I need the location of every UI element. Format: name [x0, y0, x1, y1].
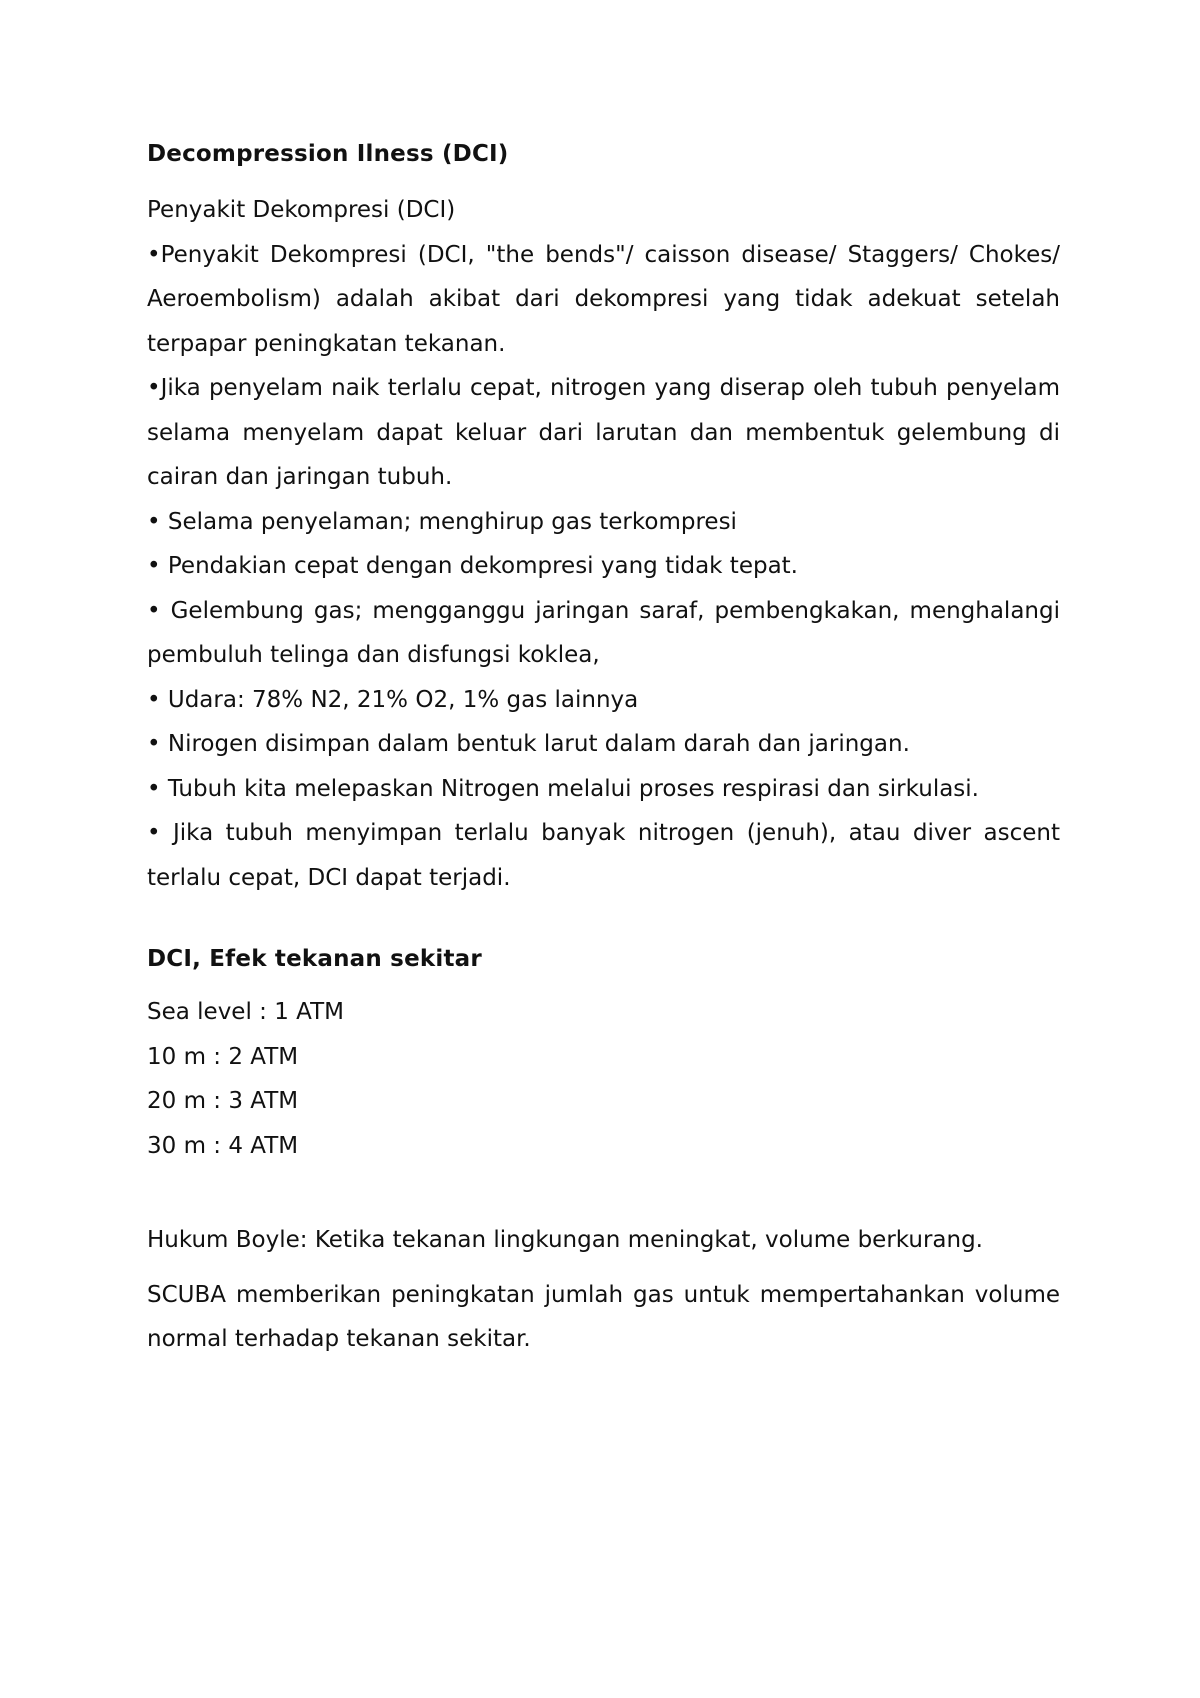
scuba-paragraph: SCUBA memberikan peningkatan jumlah gas untuk mempertahankan volume normal terhadap tekanan sekitar.	[147, 1281, 1060, 1352]
bullet-item: • Jika tubuh menyimpan terlalu banyak nitrogen (jenuh), atau diver ascent terlalu cepat, DCI dapat terjadi.	[147, 820, 1060, 891]
pressure-item: 10 m : 2 ATM	[147, 1043, 299, 1070]
paragraph-ascent: •Jika penyelam naik terlalu cepat, nitrogen yang diserap oleh tubuh penyelam selama menyelam dapat keluar dari larutan dan membentuk gelembung di cairan dan jaringan tubuh.	[147, 375, 1060, 490]
bullet-item: • Selama penyelaman; menghirup gas terkompresi	[147, 508, 737, 535]
pressure-item: Sea level : 1 ATM	[147, 999, 345, 1025]
bullet-item: • Pendakian cepat dengan dekompresi yang tidak tepat.	[147, 553, 798, 579]
section-title-pressure: DCI, Efek tekanan sekitar	[147, 946, 482, 972]
pressure-item: 20 m : 3 ATM	[147, 1088, 299, 1114]
bullet-item: • Gelembung gas; mengganggu jaringan saraf, pembengkakan, menghalangi pembuluh telinga dan disfungsi koklea,	[147, 597, 1060, 668]
bullet-item: • Nirogen disimpan dalam bentuk larut dalam darah dan jaringan.	[147, 731, 910, 757]
pressure-list	[147, 990, 1060, 1168]
bullet-item: • Tubuh kita melepaskan Nitrogen melalui proses respirasi dan sirkulasi.	[147, 775, 979, 802]
document-page	[147, 140, 1060, 1362]
boyle-law-paragraph: Hukum Boyle: Ketika tekanan lingkungan meningkat, volume berkurang.	[147, 1227, 983, 1253]
pressure-item: 30 m : 4 ATM	[147, 1132, 299, 1159]
section-title-dci: Decompression Ilness (DCI)	[147, 141, 509, 167]
paragraph-definition: •Penyakit Dekompresi (DCI, "the bends"/ caisson disease/ Staggers/ Chokes/ Aeroembolism) adalah akibat dari dekompresi yang tidak adekuat setelah terpapar peningkatan tekanan.	[147, 241, 1060, 357]
section-subtitle: Penyakit Dekompresi (DCI)	[147, 197, 456, 223]
bullet-item: • Udara: 78% N2, 21% O2, 1% gas lainnya	[147, 686, 639, 713]
